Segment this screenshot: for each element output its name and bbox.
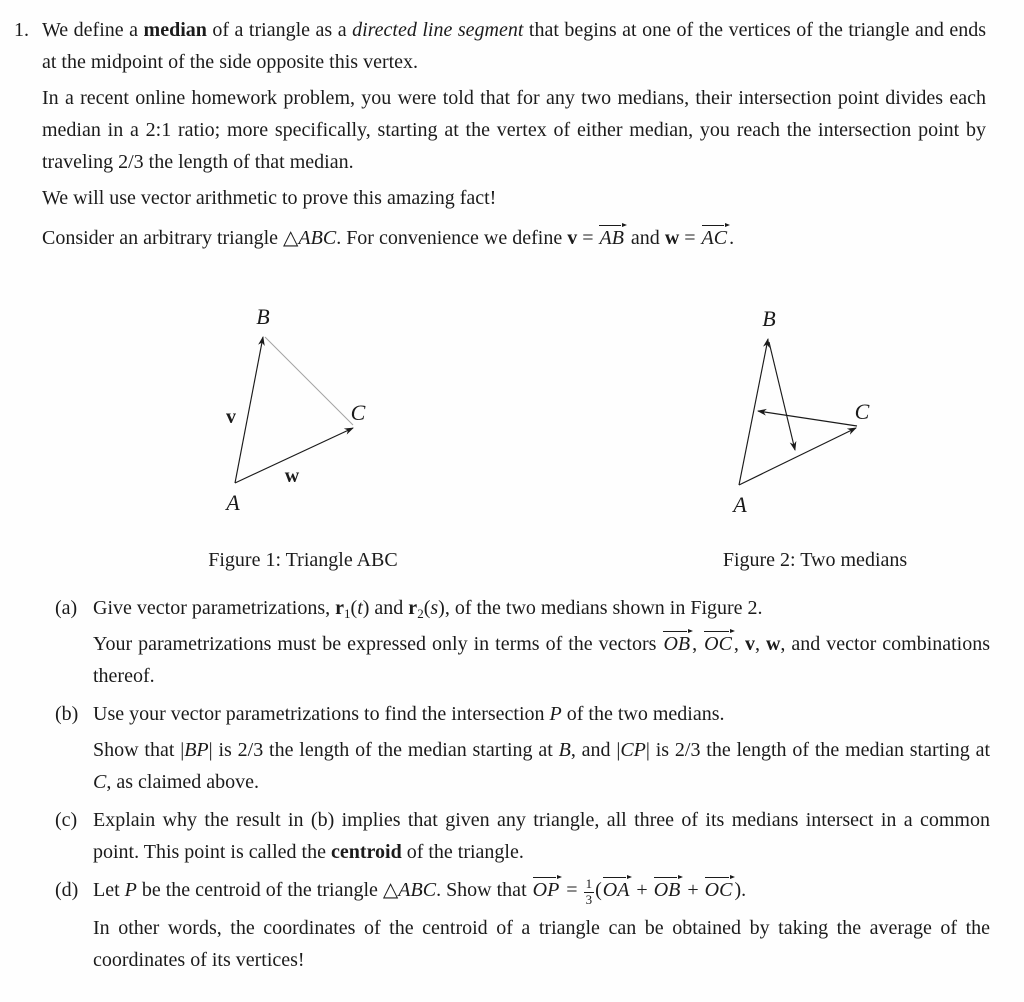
intro-paragraph-setup: Consider an arbitrary triangle △ABC. For convenience we define v = AB and w = AC . (42, 222, 986, 254)
intro-section (42, 14, 986, 258)
intro-paragraph-goal: We will use vector arithmetic to prove this amazing fact! (42, 187, 497, 209)
part-item-d (55, 874, 990, 976)
part-item-a (55, 592, 990, 692)
figure-2-two-medians-diagram (690, 298, 950, 538)
figure-2-caption: Figure 2: Two medians (722, 549, 908, 571)
figure1-vector-label-w: w (284, 465, 300, 487)
figure2-vertex-label-a: A (733, 492, 747, 517)
figure2-median-from-c-to-midpoint-ab (758, 411, 857, 426)
part-c-paragraph-1: Explain why the result in (b) implies that given any triangle, all three of its medians intersect in a common point. This point is called the centroid of the triangle. (93, 809, 990, 863)
figure-1-triangle-abc-diagram (170, 298, 430, 538)
part-item-b (55, 698, 990, 798)
part-a-paragraph-2: Your parametrizations must be expressed only in terms of the vectors OB , OC , v, w, and vector combinations thereof. (93, 628, 990, 692)
figure2-vertex-label-b: B (762, 306, 776, 331)
figure-1-caption: Figure 1: Triangle ABC (208, 549, 398, 571)
figure1-vector-v-a-to-b (235, 337, 263, 483)
intro-paragraph-definition: We define a median of a triangle as a directed line segment that begins at one of the vertices of the triangle and ends at the midpoint of the side opposite this vertex. (42, 19, 987, 73)
figure2-vertex-label-c: C (854, 399, 870, 424)
figure1-vector-label-v: v (226, 406, 236, 428)
part-b-paragraph-2: Show that |BP| is 2/3 the length of the median starting at B, and |CP| is 2/3 the length of the median starting at C, as claimed above. (93, 739, 991, 793)
figure2-median-from-b-to-midpoint-ac (769, 342, 795, 450)
figure1-vertex-label-b: B (256, 304, 270, 329)
figure2-side-a-to-c-vector (739, 428, 856, 485)
problem-number: 1. (14, 19, 29, 41)
inline-fraction: $\frac{1}{3}$ (585, 876, 593, 907)
intro-paragraph-homework: In a recent online homework problem, you were told that for any two medians, their intersection point divides each median in a 2:1 ratio; more specifically, starting at the vertex of either median, you reach the intersection point by traveling 2/3 the length of that median. (42, 87, 986, 173)
part-item-c (55, 804, 990, 868)
figure1-vertex-label-a: A (226, 490, 240, 515)
part-label-c: (c) (55, 809, 78, 831)
problem-parts-list (55, 592, 990, 982)
figures-section (0, 298, 1024, 592)
part-b-paragraph-1: Use your vector parametrizations to find the intersection P of the two medians. (93, 703, 725, 725)
figure1-vertex-label-c: C (350, 400, 366, 425)
part-label-b: (b) (55, 703, 79, 725)
part-label-d: (d) (55, 879, 79, 901)
figure1-side-bc-line (265, 337, 353, 425)
part-a-paragraph-1: Give vector parametrizations, $r_1(t)$ and $r_2(s)$, of the two medians shown in Figure 2. (93, 597, 763, 621)
part-label-a: (a) (55, 597, 78, 619)
part-d-paragraph-2: In other words, the coordinates of the centroid of a triangle can be obtained by taking the average of the coordinates of its vertices! (93, 916, 990, 971)
part-d-paragraph-1: Let P be the centroid of the triangle △ABC. Show that OP = $\frac{1}{3}$ (OA + OB + OC ). (93, 876, 747, 907)
